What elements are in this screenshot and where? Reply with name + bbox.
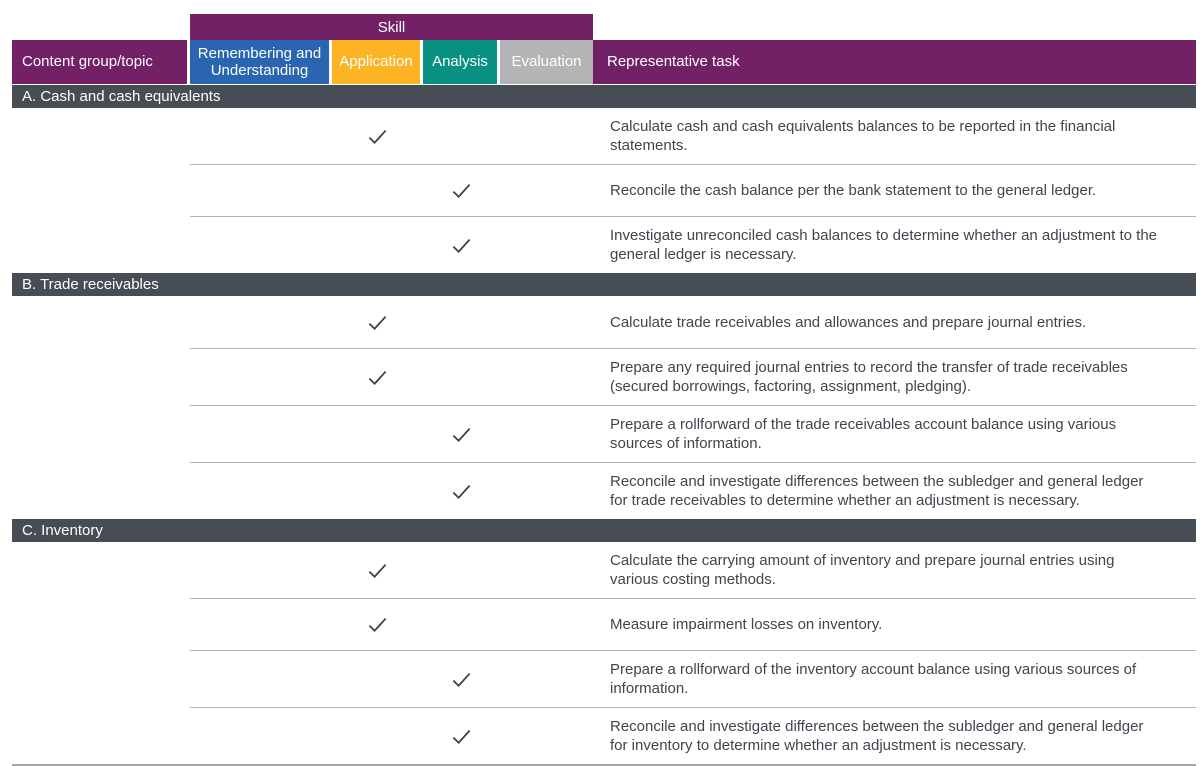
row-inner — [190, 296, 1196, 348]
content-group-cell-empty — [12, 542, 190, 598]
cell-analysis — [423, 668, 500, 691]
task-text: Investigate unreconciled cash balances to determine whether an adjustment to the general ledger is necessary. — [610, 227, 1158, 263]
section-header — [12, 519, 1196, 542]
check-icon — [366, 613, 389, 636]
table-row — [12, 405, 1196, 462]
check-icon — [366, 125, 389, 148]
column-header-application — [332, 40, 420, 84]
cell-application — [332, 559, 423, 582]
analysis-label: Analysis — [432, 53, 488, 71]
task-text: Prepare a rollforward of the inventory account balance using various sources of information. — [610, 661, 1137, 697]
table-row — [12, 462, 1196, 519]
column-header-content-group — [12, 40, 187, 84]
check-icon — [450, 480, 473, 503]
section-title: A. Cash and cash equivalents — [22, 88, 221, 105]
table-row — [12, 348, 1196, 405]
section-header — [12, 85, 1196, 108]
cell-analysis — [423, 725, 500, 748]
row-inner — [190, 164, 1196, 216]
table-row — [12, 650, 1196, 707]
column-header-remembering-understanding — [190, 40, 329, 84]
task-text: Reconcile and investigate differences between the subledger and general ledger for inventory to determine whether an adjustment is necessary. — [610, 718, 1144, 754]
check-icon — [366, 559, 389, 582]
cell-application — [332, 366, 423, 389]
content-group-cell-empty — [12, 296, 190, 348]
task-text: Calculate the carrying amount of inventory and prepare journal entries using various costing methods. — [610, 552, 1115, 588]
content-group-cell-empty — [12, 348, 190, 405]
cell-application — [332, 613, 423, 636]
content-group-cell-empty — [12, 707, 190, 764]
cell-analysis — [423, 423, 500, 446]
section-title: C. Inventory — [22, 522, 103, 539]
table-row — [12, 164, 1196, 216]
row-inner — [190, 707, 1196, 764]
column-header-analysis — [423, 40, 497, 84]
remembering-understanding-label: Remembering and Understanding — [197, 44, 322, 79]
skill-spanner-header — [190, 14, 593, 40]
check-icon — [450, 423, 473, 446]
task-text: Calculate trade receivables and allowances and prepare journal entries. — [610, 313, 1087, 331]
content-group-cell-empty — [12, 216, 190, 273]
row-inner — [190, 108, 1196, 164]
check-icon — [366, 366, 389, 389]
section-header — [12, 273, 1196, 296]
cell-application — [332, 311, 423, 334]
table-row — [12, 542, 1196, 598]
table-row — [12, 707, 1196, 764]
task-text: Measure impairment losses on inventory. — [610, 616, 883, 633]
task-text: Prepare a rollforward of the trade receivables account balance using various sources of information. — [610, 416, 1117, 452]
column-header-representative-task — [593, 40, 1196, 84]
check-icon — [450, 668, 473, 691]
row-inner — [190, 650, 1196, 707]
column-header-evaluation — [500, 40, 593, 84]
content-group-cell-empty — [12, 650, 190, 707]
task-text: Prepare any required journal entries to record the transfer of trade receivables (secured borrowings, factoring, assignment, pledging). — [610, 359, 1128, 395]
table-body — [12, 85, 1196, 764]
content-group-cell-empty — [12, 164, 190, 216]
evaluation-label: Evaluation — [511, 53, 582, 71]
representative-task-label: Representative task — [607, 53, 740, 71]
content-group-cell-empty — [12, 405, 190, 462]
task-text: Calculate cash and cash equivalents balances to be reported in the financial statements. — [610, 118, 1116, 154]
content-group-cell-empty — [12, 598, 190, 650]
table-row — [12, 296, 1196, 348]
cell-application — [332, 125, 423, 148]
row-inner — [190, 598, 1196, 650]
cell-analysis — [423, 480, 500, 503]
table-row — [12, 598, 1196, 650]
application-label: Application — [339, 53, 413, 71]
task-text: Reconcile and investigate differences between the subledger and general ledger for trade receivables to determine whether an adjustment is necessary. — [610, 473, 1144, 509]
column-header-row — [12, 40, 1196, 84]
content-group-cell-empty — [12, 462, 190, 519]
skill-spanner-label: Skill — [377, 18, 406, 36]
table-row — [12, 108, 1196, 164]
cell-analysis — [423, 234, 500, 257]
skills-table — [12, 0, 1196, 766]
check-icon — [450, 179, 473, 202]
content-group-header-label: Content group/topic — [22, 53, 153, 71]
task-text: Reconcile the cash balance per the bank statement to the general ledger. — [610, 182, 1097, 199]
row-inner — [190, 462, 1196, 519]
content-group-cell-empty — [12, 108, 190, 164]
row-inner — [190, 542, 1196, 598]
row-inner — [190, 348, 1196, 405]
check-icon — [450, 725, 473, 748]
check-icon — [366, 311, 389, 334]
check-icon — [450, 234, 473, 257]
section-title: B. Trade receivables — [22, 276, 159, 293]
row-inner — [190, 405, 1196, 462]
row-inner — [190, 216, 1196, 273]
cell-analysis — [423, 179, 500, 202]
table-row — [12, 216, 1196, 273]
